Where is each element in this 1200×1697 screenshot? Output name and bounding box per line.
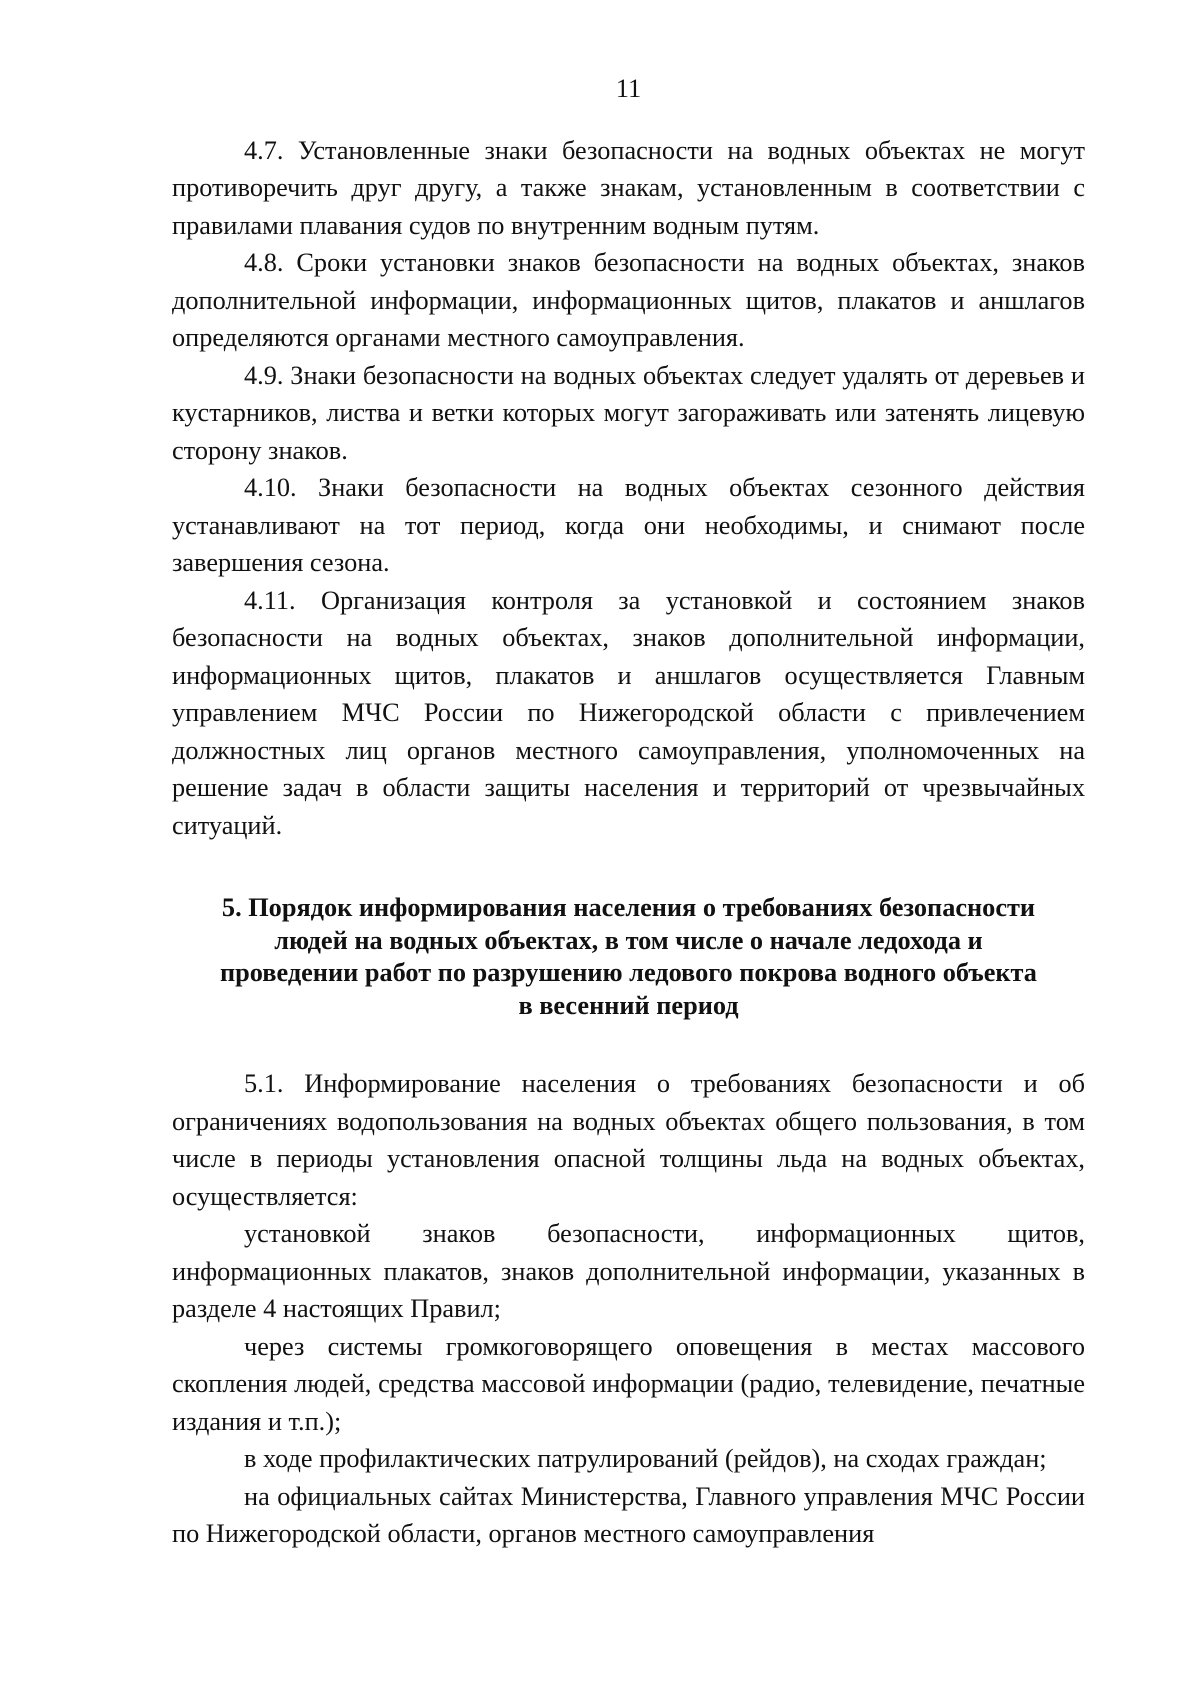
paragraph-5-1-item-signs: установкой знаков безопасности, информационных щитов, информационных плакатов, знаков дополнительной информации, указанных в разделе 4 настоящих Правил; bbox=[172, 1219, 1085, 1323]
section-4-body bbox=[172, 132, 1085, 845]
page-number: 11 bbox=[615, 74, 642, 103]
paragraph-4-8: 4.8. Сроки установки знаков безопасности на водных объектах, знаков дополнительной информации, информационных щитов, плакатов и аншлагов определяются органами местного самоуправления. bbox=[172, 248, 1085, 352]
section-5-heading bbox=[172, 892, 1085, 1022]
paragraph-5-1: 5.1. Информирование населения о требованиях безопасности и об ограничениях водопользования на водных объектах общего пользования, в том числе в периоды установления опасной толщины льда на водных объектах, осуществляется: bbox=[172, 1069, 1085, 1211]
section-5-body bbox=[172, 1065, 1085, 1553]
section-5-heading-line: проведении работ по разрушению ледового покрова водного объекта bbox=[220, 958, 1037, 987]
section-5-heading-line: 5. Порядок информирования населения о требованиях безопасности bbox=[221, 893, 1036, 922]
paragraph-5-1-item-patrols: в ходе профилактических патрулирований (рейдов), на сходах граждан; bbox=[244, 1444, 1047, 1473]
paragraph-4-11: 4.11. Организация контроля за установкой и состоянием знаков безопасности на водных объектах, знаков дополнительной информации, информационных щитов, плакатов и аншлагов осуществляется Главным управлением МЧС России по Нижегородской области с привлечением должностных лиц органов местного самоуправления, уполномоченных на решение задач в области защиты населения и территорий от чрезвычайных ситуаций. bbox=[172, 585, 1085, 840]
paragraph-4-9: 4.9. Знаки безопасности на водных объектах следует удалять от деревьев и кустарников, листва и ветки которых могут загораживать или затенять лицевую сторону знаков. bbox=[172, 360, 1085, 465]
paragraph-4-7: 4.7. Установленные знаки безопасности на водных объектах не могут противоречить друг другу, а также знакам, установленным в соответствии с правилами плавания судов по внутренним водным путям. bbox=[172, 135, 1085, 240]
section-5-heading-line: в весенний период bbox=[518, 990, 739, 1020]
section-5-heading-line: людей на водных объектах, в том числе о начале ледохода и bbox=[274, 925, 983, 955]
paragraph-4-10: 4.10. Знаки безопасности на водных объектах сезонного действия устанавливают на тот период, когда они необходимы, и снимают после завершения сезона. bbox=[172, 473, 1085, 577]
paragraph-5-1-item-loudspeakers: через системы громкоговорящего оповещения в местах массового скопления людей, средства массовой информации (радио, телевидение, печатные издания и т.п.); bbox=[172, 1331, 1085, 1436]
paragraph-5-1-item-websites: на официальных сайтах Министерства, Главного управления МЧС России по Нижегородской области, органов местного самоуправления bbox=[172, 1481, 1085, 1548]
